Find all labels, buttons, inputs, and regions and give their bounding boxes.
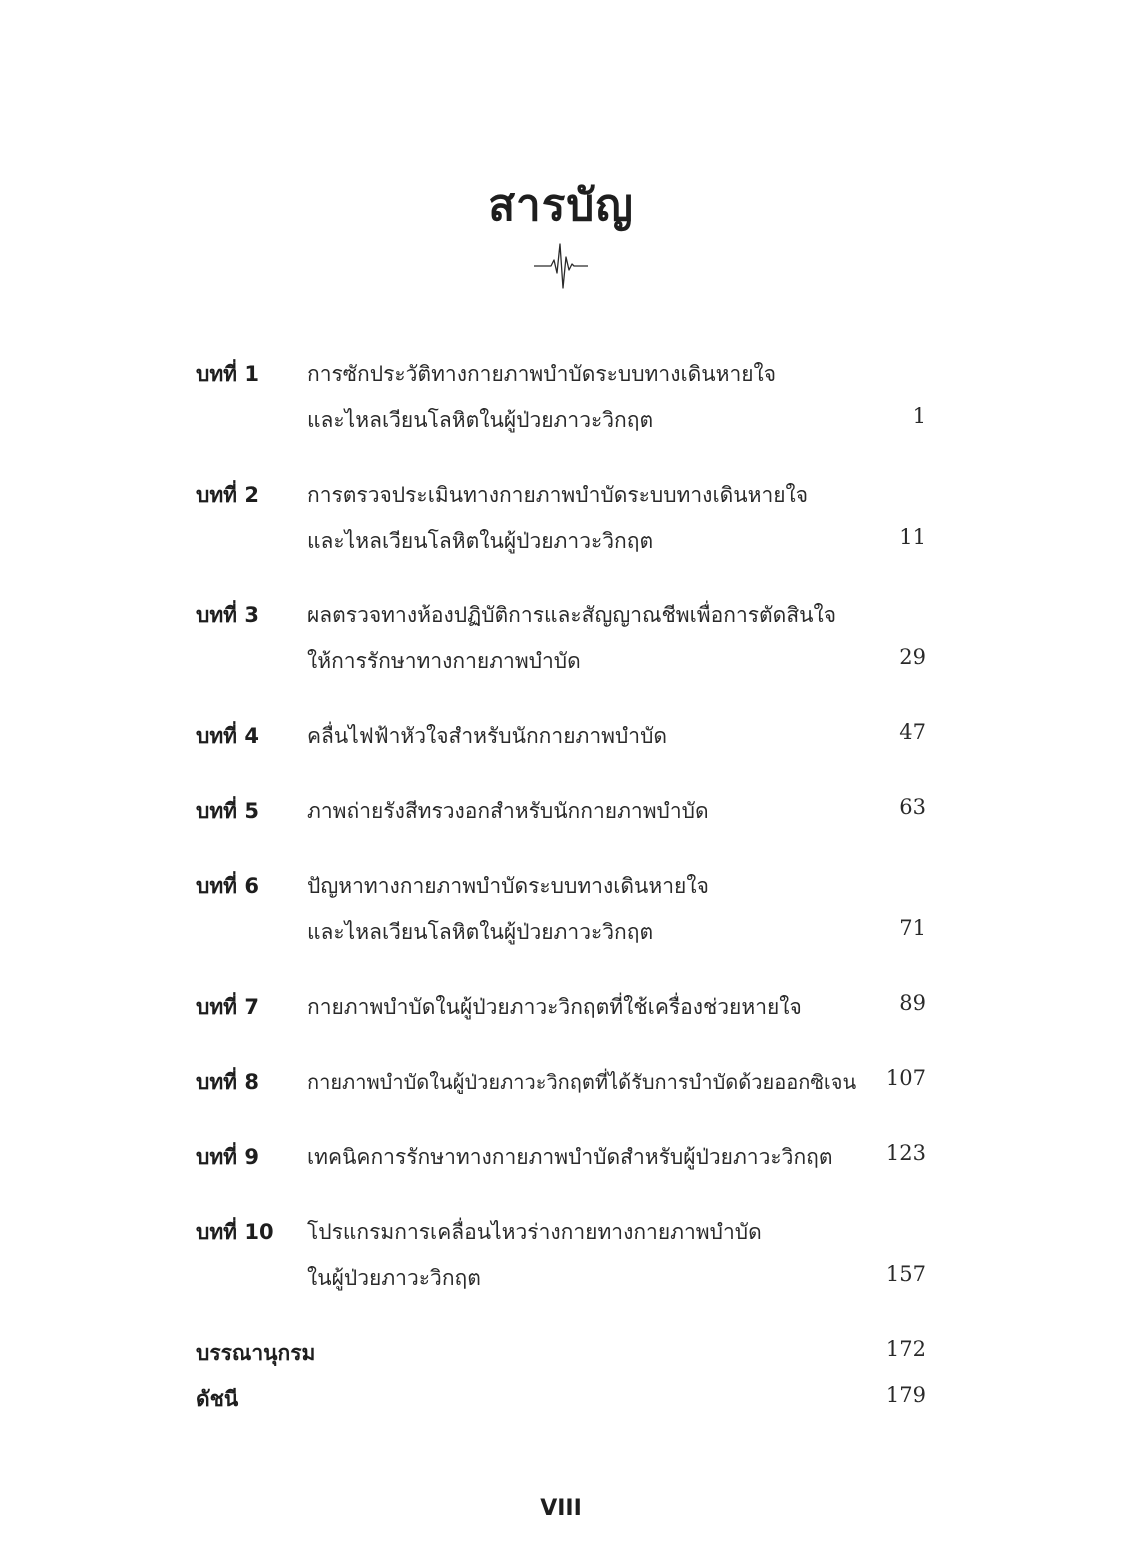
chapter-title-line-1: ปัญหาทางกายภาพบำบัดระบบทางเดินหายใจ bbox=[307, 874, 709, 898]
page-number: 1 bbox=[912, 404, 926, 428]
page-number: 179 bbox=[885, 1383, 926, 1407]
chapter-label: บทที่ 1 bbox=[196, 362, 259, 386]
chapter-title-line-2: และไหลเวียนโลหิตในผู้ป่วยภาวะวิกฤต bbox=[307, 529, 654, 553]
chapter-label: บทที่ 7 bbox=[196, 995, 259, 1019]
chapter-title-line-1: ผลตรวจทางห้องปฏิบัติการและสัญญาณชีพเพื่อการตัดสินใจ bbox=[307, 603, 837, 627]
chapter-title-line-1: การตรวจประเมินทางกายภาพบำบัดระบบทางเดินหายใจ bbox=[307, 483, 809, 507]
chapter-label: บทที่ 5 bbox=[196, 799, 259, 823]
back-matter-label: ดัชนี bbox=[196, 1387, 239, 1411]
page-number: 172 bbox=[885, 1337, 926, 1361]
page-number: 107 bbox=[885, 1066, 926, 1090]
chapter-label: บทที่ 2 bbox=[196, 483, 259, 507]
chapter-label: บทที่ 6 bbox=[196, 874, 259, 898]
page-number: 157 bbox=[885, 1262, 926, 1286]
toc-title: สารบัญ bbox=[488, 180, 634, 231]
chapter-label: บทที่ 3 bbox=[196, 603, 259, 627]
back-matter-label: บรรณานุกรม bbox=[196, 1341, 316, 1365]
chapter-label: บทที่ 10 bbox=[196, 1220, 274, 1244]
page-number: 89 bbox=[899, 991, 926, 1015]
page-number: 11 bbox=[899, 525, 926, 549]
chapter-title-line-1: กายภาพบำบัดในผู้ป่วยภาวะวิกฤตที่ได้รับการบำบัดด้วยออกซิเจน bbox=[307, 1070, 857, 1094]
chapter-title-line-2: และไหลเวียนโลหิตในผู้ป่วยภาวะวิกฤต bbox=[307, 408, 654, 432]
page-number: 47 bbox=[899, 720, 926, 744]
chapter-title-line-2: ในผู้ป่วยภาวะวิกฤต bbox=[307, 1266, 481, 1290]
chapter-title-line-2: ให้การรักษาทางกายภาพบำบัด bbox=[307, 649, 581, 673]
chapter-title-line-1: การซักประวัติทางกายภาพบำบัดระบบทางเดินหายใจ bbox=[307, 362, 777, 386]
chapter-title-line-2: และไหลเวียนโลหิตในผู้ป่วยภาวะวิกฤต bbox=[307, 920, 654, 944]
chapter-title-line-1: ภาพถ่ายรังสีทรวงอกสำหรับนักกายภาพบำบัด bbox=[307, 799, 709, 823]
chapter-title-line-1: กายภาพบำบัดในผู้ป่วยภาวะวิกฤตที่ใช้เครื่องช่วยหายใจ bbox=[307, 995, 802, 1019]
page-number: 29 bbox=[899, 645, 926, 669]
page-number: 123 bbox=[885, 1141, 926, 1165]
chapter-label: บทที่ 9 bbox=[196, 1145, 259, 1169]
page-number: 71 bbox=[899, 916, 926, 940]
page-folio-number: VIII bbox=[540, 1496, 582, 1521]
heartbeat-ecg-icon bbox=[534, 240, 588, 292]
chapter-title-line-1: คลื่นไฟฟ้าหัวใจสำหรับนักกายภาพบำบัด bbox=[307, 724, 668, 748]
chapter-label: บทที่ 4 bbox=[196, 724, 259, 748]
chapter-label: บทที่ 8 bbox=[196, 1070, 259, 1094]
chapter-title-line-1: เทคนิคการรักษาทางกายภาพบำบัดสำหรับผู้ป่วยภาวะวิกฤต bbox=[307, 1145, 833, 1169]
page-number: 63 bbox=[899, 795, 926, 819]
chapter-title-line-1: โปรแกรมการเคลื่อนไหวร่างกายทางกายภาพบำบัด bbox=[307, 1220, 762, 1244]
